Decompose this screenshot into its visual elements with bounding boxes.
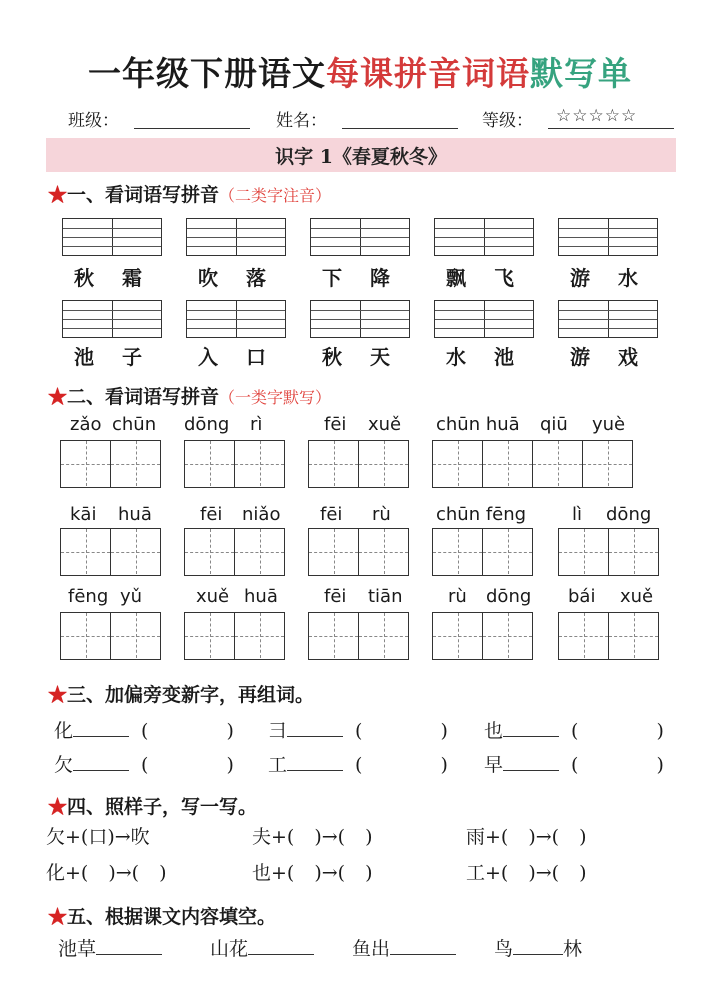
guide-dash <box>111 552 160 553</box>
guide-dash <box>185 552 234 553</box>
title-part1: 一年级下册语文 <box>88 54 326 93</box>
lesson-title: 识字 1《春夏秋冬》 <box>275 145 447 168</box>
grade-field <box>548 128 674 129</box>
pinyin-label: huā <box>244 586 278 607</box>
fill-tail: 林 <box>563 938 583 960</box>
paren-close: ) <box>440 754 448 776</box>
section2-note: （一类字默写） <box>219 388 332 407</box>
guide-dash <box>583 464 632 465</box>
guide-dash <box>61 464 110 465</box>
star-icon: ★ <box>48 906 68 928</box>
radical-char: 早 <box>484 754 504 776</box>
paren-open: ( <box>141 754 149 776</box>
paren-open: ( <box>355 720 363 742</box>
pinyin-label: dōng <box>606 504 652 525</box>
tian-cell[interactable] <box>433 441 482 486</box>
tian-grid[interactable] <box>432 528 533 576</box>
pinyin-label: rù <box>372 504 391 525</box>
cell-divider <box>110 441 111 487</box>
formula-item <box>252 858 373 885</box>
formula-start: 夫+( <box>252 826 295 848</box>
guide-dash <box>433 552 482 553</box>
pinyin-guide-line <box>311 228 409 229</box>
formula-start: 工+( <box>466 862 509 884</box>
tian-cell[interactable] <box>235 529 284 574</box>
pinyin-label: yuè <box>592 414 626 435</box>
tian-cell[interactable] <box>583 441 632 486</box>
guide-dash <box>609 636 658 637</box>
pinyin-guide-line <box>435 237 533 238</box>
cell-divider <box>608 613 609 659</box>
paren-open: ( <box>571 720 579 742</box>
cell-divider <box>110 613 111 659</box>
pinyin-box[interactable] <box>62 300 162 338</box>
pinyin-label: rù <box>448 586 467 607</box>
cell-divider <box>358 529 359 575</box>
paren-open: ( <box>355 754 363 776</box>
pinyin-label: bái <box>568 586 596 607</box>
word-character: 入 <box>198 345 218 369</box>
pinyin-guide-line <box>559 310 657 311</box>
pinyin-guide-line <box>559 228 657 229</box>
tian-grid[interactable] <box>308 528 409 576</box>
pinyin-label: chūn fēng <box>436 504 527 525</box>
pinyin-guide-line <box>435 228 533 229</box>
pinyin-box[interactable] <box>558 218 658 256</box>
pinyin-box[interactable] <box>186 300 286 338</box>
formula-close: ) <box>365 826 373 848</box>
fill-blank[interactable] <box>513 936 563 955</box>
section5-heading <box>48 902 276 929</box>
guide-dash <box>433 636 482 637</box>
word-character: 霜 <box>122 266 142 290</box>
formula-item <box>46 858 167 885</box>
guide-dash <box>111 464 160 465</box>
guide-dash <box>559 636 608 637</box>
cell-divider <box>358 613 359 659</box>
pinyin-label: xuě <box>368 414 402 435</box>
pinyin-label: huā <box>118 504 152 525</box>
pinyin-guide-line <box>559 237 657 238</box>
pinyin-guide-line <box>63 310 161 311</box>
paren-close: ) <box>226 720 234 742</box>
guide-dash <box>185 636 234 637</box>
word-character: 戏 <box>618 345 638 369</box>
fill-prefix: 鱼出 <box>352 938 391 960</box>
fill-blank[interactable] <box>248 936 314 955</box>
tian-cell[interactable] <box>309 441 358 486</box>
fill-blank[interactable] <box>96 936 162 955</box>
pinyin-guide-line <box>187 246 285 247</box>
tian-cell[interactable] <box>433 529 482 574</box>
word-character: 池 <box>494 345 514 369</box>
cell-divider <box>582 441 583 487</box>
fill-item <box>494 934 582 961</box>
pinyin-box[interactable] <box>434 218 534 256</box>
tian-grid[interactable] <box>184 612 285 660</box>
star-icon: ★ <box>48 684 68 706</box>
title-part3: 默写单 <box>530 54 632 93</box>
page-title <box>0 48 720 95</box>
tian-cell[interactable] <box>559 613 608 658</box>
tian-cell[interactable] <box>111 529 160 574</box>
new-char-blank[interactable] <box>287 752 343 771</box>
pinyin-box[interactable] <box>558 300 658 338</box>
word-character: 吹 <box>198 266 218 290</box>
pinyin-guide-line <box>311 310 409 311</box>
radical-char: 欠 <box>54 754 74 776</box>
pinyin-guide-line <box>559 328 657 329</box>
tian-grid[interactable] <box>558 612 659 660</box>
pinyin-guide-line <box>311 319 409 320</box>
guide-dash <box>359 464 408 465</box>
section4-heading <box>48 792 257 819</box>
pinyin-guide-line <box>559 319 657 320</box>
word-character: 水 <box>446 345 466 369</box>
star-icon: ★ <box>48 796 68 818</box>
fill-item <box>58 934 162 961</box>
paren-close: ) <box>656 720 664 742</box>
title-part2: 每课拼音词语 <box>326 54 530 93</box>
formula-arrow: )→( <box>314 862 346 884</box>
pinyin-guide-line <box>63 319 161 320</box>
guide-dash <box>111 636 160 637</box>
section2-heading <box>48 382 331 409</box>
tian-grid[interactable] <box>432 612 533 660</box>
tian-cell[interactable] <box>433 613 482 658</box>
tian-cell[interactable] <box>309 529 358 574</box>
tian-cell[interactable] <box>359 529 408 574</box>
pinyin-guide-line <box>435 328 533 329</box>
formula-arrow: )→( <box>108 862 140 884</box>
tian-cell[interactable] <box>111 441 160 486</box>
section1-heading <box>48 180 331 207</box>
guide-dash <box>359 552 408 553</box>
cell-divider <box>234 441 235 487</box>
guide-dash <box>309 464 358 465</box>
grade-stars[interactable]: ☆☆☆☆☆ <box>556 106 638 126</box>
paren-close: ) <box>656 754 664 776</box>
guide-dash <box>483 636 532 637</box>
pinyin-label: fēi <box>324 586 347 607</box>
word-character: 游 <box>570 345 590 369</box>
formula-close: ) <box>365 862 373 884</box>
section4-example: 欠+(口)→吹 <box>46 826 150 848</box>
paren-close: ) <box>440 720 448 742</box>
guide-dash <box>483 464 532 465</box>
pinyin-label: dōng <box>184 414 230 435</box>
fill-blank[interactable] <box>390 936 456 955</box>
word-character: 口 <box>246 345 266 369</box>
tian-cell[interactable] <box>483 441 532 486</box>
guide-dash <box>61 552 110 553</box>
tian-cell[interactable] <box>609 529 658 574</box>
guide-dash <box>483 552 532 553</box>
tian-cell[interactable] <box>235 613 284 658</box>
tian-cell[interactable] <box>61 613 110 658</box>
cell-divider <box>608 529 609 575</box>
cell-divider <box>482 441 483 487</box>
new-char-blank[interactable] <box>73 718 129 737</box>
section1-note: （二类字注音） <box>219 186 332 205</box>
word-character: 落 <box>246 266 266 290</box>
radical-item <box>268 716 448 743</box>
tian-cell[interactable] <box>359 441 408 486</box>
new-char-blank[interactable] <box>287 718 343 737</box>
section1-title: 一、看词语写拼音 <box>67 184 220 206</box>
class-field[interactable] <box>134 128 250 129</box>
section4-title: 四、照样子，写一写。 <box>67 796 258 818</box>
name-field[interactable] <box>342 128 458 129</box>
pinyin-label: zǎo <box>70 414 102 435</box>
pinyin-guide-line <box>187 319 285 320</box>
guide-dash <box>309 552 358 553</box>
tian-cell[interactable] <box>185 441 234 486</box>
radical-item <box>484 716 664 743</box>
word-character: 水 <box>618 266 638 290</box>
guide-dash <box>185 464 234 465</box>
word-character: 下 <box>322 266 342 290</box>
formula-item <box>466 858 587 885</box>
tian-grid[interactable] <box>60 612 161 660</box>
paren-open: ( <box>141 720 149 742</box>
formula-start: 也+( <box>252 862 295 884</box>
formula-start: 雨+( <box>466 826 509 848</box>
cell-divider <box>532 441 533 487</box>
radical-char: 工 <box>268 754 288 776</box>
pinyin-guide-line <box>63 237 161 238</box>
formula-start: 化+( <box>46 862 89 884</box>
cell-divider <box>110 529 111 575</box>
tian-cell[interactable] <box>61 529 110 574</box>
pinyin-label: xuě <box>196 586 230 607</box>
section2-title: 二、看词语写拼音 <box>67 386 220 408</box>
radical-char: 也 <box>484 720 504 742</box>
guide-dash <box>359 636 408 637</box>
pinyin-label: kāi <box>70 504 97 525</box>
word-character: 游 <box>570 266 590 290</box>
cell-divider <box>358 441 359 487</box>
word-character: 秋 <box>74 266 94 290</box>
radical-item <box>54 750 234 777</box>
pinyin-guide-line <box>559 246 657 247</box>
tian-cell[interactable] <box>309 613 358 658</box>
guide-dash <box>609 552 658 553</box>
pinyin-guide-line <box>435 310 533 311</box>
tian-cell[interactable] <box>61 441 110 486</box>
word-character: 降 <box>370 266 390 290</box>
radical-char: 化 <box>54 720 74 742</box>
lesson-banner <box>46 138 676 172</box>
tian-cell[interactable] <box>235 441 284 486</box>
guide-dash <box>533 464 582 465</box>
pinyin-guide-line <box>435 246 533 247</box>
formula-arrow: )→( <box>314 826 346 848</box>
pinyin-label: yǔ <box>120 586 143 607</box>
formula-item <box>466 822 587 849</box>
star-icon: ★ <box>48 184 68 206</box>
pinyin-guide-line <box>187 237 285 238</box>
fill-item <box>352 934 456 961</box>
section3-title: 三、加偏旁变新字，再组词。 <box>67 684 315 706</box>
new-char-blank[interactable] <box>503 752 559 771</box>
pinyin-guide-line <box>187 228 285 229</box>
pinyin-box[interactable] <box>310 300 410 338</box>
cell-divider <box>482 529 483 575</box>
pinyin-label: chūn <box>112 414 157 435</box>
fill-prefix: 山花 <box>210 938 249 960</box>
tian-grid[interactable] <box>60 528 161 576</box>
star-icon: ★ <box>48 386 68 408</box>
tian-cell[interactable] <box>185 529 234 574</box>
word-character: 秋 <box>322 345 342 369</box>
guide-dash <box>235 552 284 553</box>
pinyin-box[interactable] <box>310 218 410 256</box>
pinyin-guide-line <box>63 328 161 329</box>
word-character: 飘 <box>446 266 466 290</box>
pinyin-guide-line <box>63 228 161 229</box>
tian-grid[interactable] <box>184 440 285 488</box>
tian-grid[interactable] <box>60 440 161 488</box>
pinyin-label: qiū <box>540 414 568 435</box>
word-character: 飞 <box>494 266 514 290</box>
tian-cell[interactable] <box>483 529 532 574</box>
guide-dash <box>433 464 482 465</box>
tian-cell[interactable] <box>359 613 408 658</box>
pinyin-label: niǎo <box>242 504 281 525</box>
pinyin-label: fēi <box>324 414 347 435</box>
formula-item <box>252 822 373 849</box>
tian-cell[interactable] <box>533 441 582 486</box>
tian-grid[interactable] <box>432 440 633 488</box>
radical-item <box>268 750 448 777</box>
new-char-blank[interactable] <box>503 718 559 737</box>
fill-prefix: 池草 <box>58 938 97 960</box>
fill-prefix: 鸟 <box>494 938 514 960</box>
name-label: 姓名： <box>276 111 327 131</box>
formula-close: ) <box>579 862 587 884</box>
radical-char: 彐 <box>268 720 288 742</box>
tian-grid[interactable] <box>308 612 409 660</box>
pinyin-label: rì <box>250 414 263 435</box>
pinyin-label: lì <box>572 504 583 525</box>
section5-title: 五、根据课文内容填空。 <box>67 906 277 928</box>
cell-divider <box>482 613 483 659</box>
formula-close: ) <box>159 862 167 884</box>
fill-item <box>210 934 314 961</box>
tian-grid[interactable] <box>308 440 409 488</box>
cell-divider <box>234 529 235 575</box>
tian-grid[interactable] <box>184 528 285 576</box>
pinyin-box[interactable] <box>434 300 534 338</box>
radical-item <box>484 750 664 777</box>
tian-grid[interactable] <box>558 528 659 576</box>
radical-item <box>54 716 234 743</box>
pinyin-label: fēi <box>320 504 343 525</box>
paren-close: ) <box>226 754 234 776</box>
grade-label: 等级： <box>482 111 533 131</box>
word-character: 子 <box>122 345 142 369</box>
paren-open: ( <box>571 754 579 776</box>
word-character: 池 <box>74 345 94 369</box>
pinyin-guide-line <box>311 328 409 329</box>
formula-arrow: )→( <box>528 826 560 848</box>
word-character: 天 <box>370 345 390 369</box>
pinyin-guide-line <box>311 237 409 238</box>
pinyin-label: tiān <box>368 586 403 607</box>
pinyin-label: xuě <box>620 586 654 607</box>
tian-cell[interactable] <box>483 613 532 658</box>
cell-divider <box>234 613 235 659</box>
pinyin-guide-line <box>187 310 285 311</box>
guide-dash <box>235 636 284 637</box>
pinyin-guide-line <box>311 246 409 247</box>
pinyin-label: fēi <box>200 504 223 525</box>
pinyin-label: chūn huā <box>436 414 520 435</box>
pinyin-box[interactable] <box>62 218 162 256</box>
guide-dash <box>309 636 358 637</box>
class-label: 班级： <box>68 111 119 131</box>
pinyin-label: dōng <box>486 586 532 607</box>
tian-cell[interactable] <box>609 613 658 658</box>
formula-close: ) <box>579 826 587 848</box>
formula-arrow: )→( <box>528 862 560 884</box>
guide-dash <box>61 636 110 637</box>
new-char-blank[interactable] <box>73 752 129 771</box>
pinyin-guide-line <box>435 319 533 320</box>
section3-heading <box>48 680 314 707</box>
guide-dash <box>559 552 608 553</box>
pinyin-guide-line <box>187 328 285 329</box>
tian-cell[interactable] <box>185 613 234 658</box>
guide-dash <box>235 464 284 465</box>
pinyin-guide-line <box>63 246 161 247</box>
pinyin-box[interactable] <box>186 218 286 256</box>
tian-cell[interactable] <box>111 613 160 658</box>
tian-cell[interactable] <box>559 529 608 574</box>
pinyin-label: fēng <box>68 586 109 607</box>
